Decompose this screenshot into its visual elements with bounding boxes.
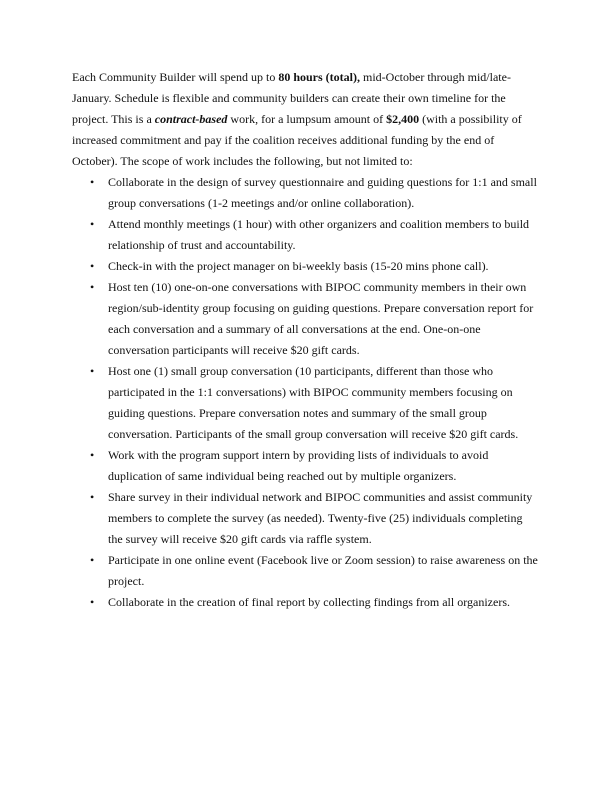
intro-line: October). The scope of work includes the following, but not limited to: xyxy=(72,154,413,168)
list-item xyxy=(72,445,542,487)
list-item-line: region/sub-identity group focusing on guiding questions. Prepare conversation report for xyxy=(108,301,534,315)
list-item xyxy=(72,361,542,445)
list-item-line: participated in the 1:1 conversations) with BIPOC community members focusing on xyxy=(108,385,513,399)
list-item-line: guiding questions. Prepare conversation notes and summary of the small group xyxy=(108,406,487,420)
list-item-line: project. xyxy=(108,574,145,588)
list-item-line: Check-in with the project manager on bi-weekly basis (15-20 mins phone call). xyxy=(108,259,489,273)
list-item xyxy=(72,172,542,214)
bullet-marker: • xyxy=(90,595,95,609)
list-item-line: Collaborate in the design of survey questionnaire and guiding questions for 1:1 and small xyxy=(108,175,537,189)
amount-emphasis: $2,400 xyxy=(386,112,420,126)
list-item-line: Attend monthly meetings (1 hour) with other organizers and coalition members to build xyxy=(108,217,530,231)
list-item-line: Collaborate in the creation of final report by collecting findings from all organizers. xyxy=(108,595,510,609)
list-item xyxy=(72,487,542,550)
intro-paragraph xyxy=(72,67,542,172)
list-item-line: the survey will receive $20 gift cards via raffle system. xyxy=(108,532,372,546)
list-item-line: Host ten (10) one-on-one conversations with BIPOC community members in their own xyxy=(108,280,527,294)
list-item-line: each conversation and a summary of all conversations at the end. One-on-one xyxy=(108,322,481,336)
intro-line: project. This is a contract-based work, for a lumpsum amount of $2,400 (with a possibility of xyxy=(72,112,522,126)
bullet-marker: • xyxy=(90,553,95,567)
list-item-line: Participate in one online event (Facebook live or Zoom session) to raise awareness on the xyxy=(108,553,538,567)
list-item xyxy=(72,550,542,592)
list-item-line: conversation participants will receive $20 gift cards. xyxy=(108,343,360,357)
list-item-line: conversation. Participants of the small group conversation will receive $20 gift cards. xyxy=(108,427,519,441)
list-item-line: duplication of same individual being reached out by multiple organizers. xyxy=(108,469,457,483)
bullet-marker: • xyxy=(90,364,95,378)
bullet-marker: • xyxy=(90,175,95,189)
list-item-line: Share survey in their individual network and BIPOC communities and assist community xyxy=(108,490,533,504)
bullet-marker: • xyxy=(90,259,95,273)
list-item xyxy=(72,592,542,613)
list-item xyxy=(72,214,542,256)
bullet-marker: • xyxy=(90,448,95,462)
bullet-marker: • xyxy=(90,217,95,231)
scope-of-work-list xyxy=(72,172,542,613)
list-item-line: Host one (1) small group conversation (10 participants, different than those who xyxy=(108,364,494,378)
list-item-line: Work with the program support intern by providing lists of individuals to avoid xyxy=(108,448,489,462)
document-page xyxy=(72,67,542,613)
intro-line: increased commitment and pay if the coalition receives additional funding by the end of xyxy=(72,133,495,147)
bullet-marker: • xyxy=(90,280,95,294)
contract-based-emphasis: contract-based xyxy=(154,112,228,126)
list-item xyxy=(72,256,542,277)
bullet-marker: • xyxy=(90,490,95,504)
intro-line: Each Community Builder will spend up to 80 hours (total), mid-October through mid/late- xyxy=(72,70,511,84)
list-item-line: group conversations (1-2 meetings and/or online collaboration). xyxy=(108,196,415,210)
list-item-line: members to complete the survey (as needed). Twenty-five (25) individuals completing xyxy=(108,511,523,525)
intro-line: January. Schedule is flexible and community builders can create their own timeline for the xyxy=(72,91,506,105)
hours-emphasis: 80 hours (total), xyxy=(278,70,360,84)
list-item xyxy=(72,277,542,361)
list-item-line: relationship of trust and accountability. xyxy=(108,238,296,252)
